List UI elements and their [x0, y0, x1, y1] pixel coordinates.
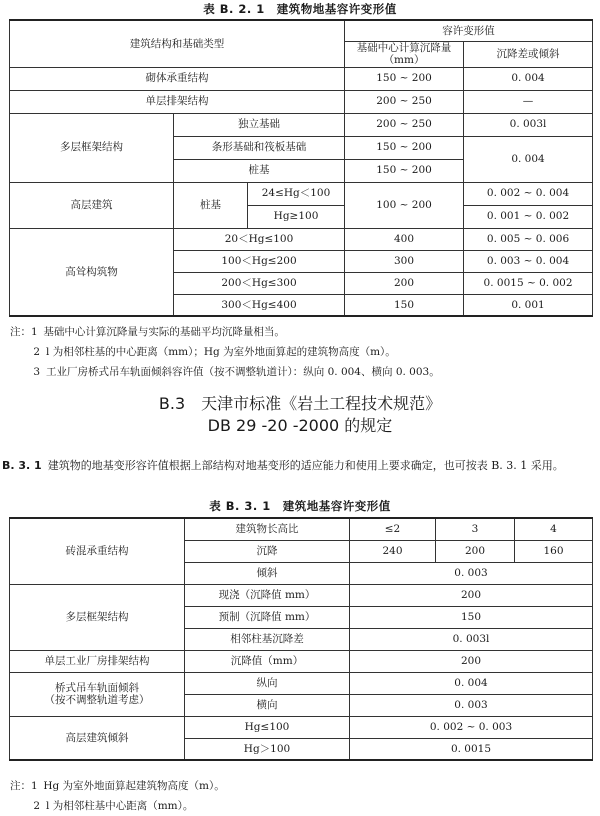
table2-caption: 表 B. 3. 1 建筑地基容许变形值: [209, 499, 391, 513]
note-number: 注：1: [10, 780, 38, 792]
t1-row-label: 高耸构筑物: [10, 228, 174, 316]
t1-cell: 0. 003 ~ 0. 004: [464, 250, 593, 272]
t1-cell: 150 ~ 200: [345, 67, 464, 90]
t1-header-group: 容许变形值: [345, 20, 593, 41]
t2-sub-label: 横向: [185, 694, 350, 716]
table1-caption: 表 B. 2. 1 建筑物地基容许变形值: [203, 2, 397, 16]
t1-cell: 200: [345, 272, 464, 294]
note-number: 3: [33, 366, 40, 378]
t1-cond: 200＜Hg≤300: [174, 272, 345, 294]
deformation-table-b31: [9, 517, 593, 761]
t2-cell: 0. 003: [350, 694, 593, 716]
t1-cell: 0. 0015 ~ 0. 002: [464, 272, 593, 294]
t1-row-label: 单层排架结构: [10, 90, 345, 113]
t1-cell: 0. 002 ~ 0. 004: [464, 182, 593, 205]
t1-cell: 150 ~ 200: [345, 136, 464, 159]
t1-row-label: 多层框架结构: [10, 113, 174, 182]
t1-cond: 20＜Hg≤100: [174, 228, 345, 250]
t1-row-label: 砌体承重结构: [10, 67, 345, 90]
t1-row-label: 高层建筑: [10, 182, 174, 228]
t1-cell: 150: [345, 294, 464, 316]
t1-sub-label: 桩基: [174, 182, 248, 228]
t2-cell: 0. 003: [350, 562, 593, 584]
t1-cell: 100 ~ 200: [345, 182, 464, 228]
t1-cell: 300: [345, 250, 464, 272]
t1-cell: 150 ~ 200: [345, 159, 464, 182]
t2-sub-label: 预制（沉降值 mm）: [185, 606, 350, 628]
t2-row-label: 多层框架结构: [10, 584, 185, 650]
t2-cell: 0. 0015: [350, 738, 593, 760]
t1-cell: 0. 005 ~ 0. 006: [464, 228, 593, 250]
t2-row-label: 单层工业厂房排架结构: [10, 650, 185, 672]
t2-cond: Hg≤100: [185, 716, 350, 738]
note-text: Hg 为室外地面算起建筑物高度（m）。: [43, 780, 225, 792]
t1-cell: 0. 001 ~ 0. 002: [464, 205, 593, 228]
t1-cell: 0. 004: [464, 67, 593, 90]
t1-cond: 24≤Hg＜100: [248, 182, 345, 205]
note-line: [10, 776, 225, 796]
note-number: 注：1: [10, 326, 38, 338]
note-line: [10, 362, 440, 382]
t2-cell: ≤2: [350, 518, 436, 540]
t1-cell: 400: [345, 228, 464, 250]
t1-sub-label: 独立基础: [174, 113, 345, 136]
t1-sub-label: 条形基础和筏板基础: [174, 136, 345, 159]
table2-notes: [10, 776, 225, 816]
table1-notes: [10, 322, 440, 382]
t2-cell: 240: [350, 540, 436, 562]
t2-row-label: 高层建筑倾斜: [10, 716, 185, 760]
t1-cell: 200 ~ 250: [345, 113, 464, 136]
t2-sub-label: 纵向: [185, 672, 350, 694]
t1-cell: —: [464, 90, 593, 113]
t1-header-type: 建筑结构和基础类型: [10, 20, 345, 67]
section-heading: [0, 393, 600, 437]
t2-cell: 150: [350, 606, 593, 628]
note-text: l 为相邻柱基中心距离（mm）。: [46, 800, 194, 812]
note-text: 基础中心计算沉降量与实际的基础平均沉降量相当。: [43, 326, 285, 338]
note-text: 工业厂房桥式吊车轨面倾斜容许值（按不调整轨道计）：纵向 0. 004、横向 0. 003。: [46, 366, 440, 378]
t2-sub-label: 倾斜: [185, 562, 350, 584]
clause-number: B. 3. 1: [2, 459, 42, 472]
note-number: 2: [33, 800, 40, 812]
t1-cell: 200 ~ 250: [345, 90, 464, 113]
t1-cond: 100＜Hg≤200: [174, 250, 345, 272]
t2-cell: 200: [436, 540, 515, 562]
t1-cond: Hg≥100: [248, 205, 345, 228]
t2-row-label: 砖混承重结构: [10, 518, 185, 584]
t1-header-tilt: 沉降差或倾斜: [464, 41, 593, 67]
t2-row-label-line: 桥式吊车轨面倾斜: [55, 681, 139, 694]
deformation-table-b21: [9, 19, 593, 317]
t2-sub-label: 相邻柱基沉降差: [185, 628, 350, 650]
t2-cond: Hg＞100: [185, 738, 350, 760]
t2-cell: 160: [515, 540, 593, 562]
t2-cell: 3: [436, 518, 515, 540]
t2-cell: 0. 002 ~ 0. 003: [350, 716, 593, 738]
t1-cell: 0. 004: [464, 136, 593, 182]
t1-cell: 0. 001: [464, 294, 593, 316]
t2-cell: 0. 004: [350, 672, 593, 694]
note-text: l 为相邻柱基的中心距离（mm）；Hg 为室外地面算起的建筑物高度（m）。: [46, 346, 396, 358]
t2-cell: 200: [350, 584, 593, 606]
t1-header-settlement: 基础中心计算沉降量（mm）: [345, 41, 464, 67]
t2-cell: 0. 003l: [350, 628, 593, 650]
note-line: [10, 342, 440, 362]
t1-sub-label: 桩基: [174, 159, 345, 182]
t2-row-label: [10, 672, 185, 716]
section-heading-line2: DB 29 -20 -2000 的规定: [207, 416, 393, 435]
t1-cell: 0. 003l: [464, 113, 593, 136]
note-line: [10, 322, 440, 342]
note-line: [10, 796, 225, 816]
note-number: 2: [33, 346, 40, 358]
t2-sub-label: 建筑物长高比: [185, 518, 350, 540]
t2-sub-label: 现浇（沉降值 mm）: [185, 584, 350, 606]
t2-row-label-line: （按不调整轨道考虑）: [44, 694, 150, 706]
t2-cell: 200: [350, 650, 593, 672]
t2-cell: 4: [515, 518, 593, 540]
t1-cond: 300＜Hg≤400: [174, 294, 345, 316]
clause-text: 建筑物的地基变形容许值根据上部结构对地基变形的适应能力和使用上要求确定，也可按表 B. 3. 1 采用。: [47, 459, 564, 472]
t2-sub-label: 沉降值（mm）: [185, 650, 350, 672]
section-heading-line1: B.3 天津市标准《岩土工程技术规范》: [158, 394, 442, 413]
t2-sub-label: 沉降: [185, 540, 350, 562]
clause-paragraph: [2, 455, 594, 476]
